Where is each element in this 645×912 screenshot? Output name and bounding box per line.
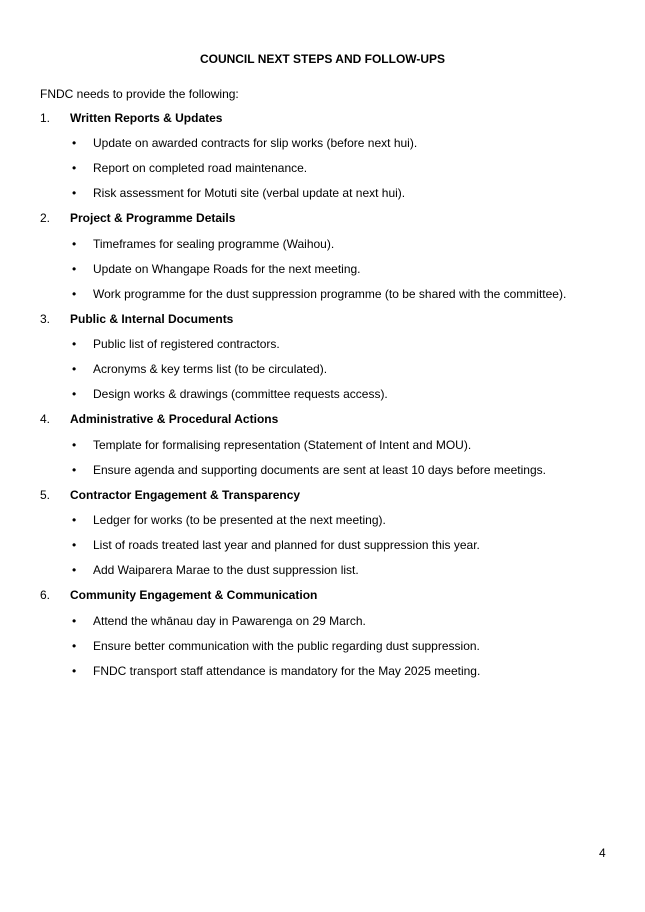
list-item: Add Waiparera Marae to the dust suppression list. [93,563,359,577]
bullet-icon: • [72,262,77,276]
section-number: 1. [40,111,51,125]
bullet-icon: • [72,362,77,376]
section-number: 4. [40,412,51,426]
bullet-icon: • [72,513,77,527]
bullet-icon: • [72,387,77,401]
list-item: Update on Whangape Roads for the next meeting. [93,262,361,276]
list-item: List of roads treated last year and planned for dust suppression this year. [93,538,480,552]
section-heading: Administrative & Procedural Actions [70,412,279,426]
bullet-icon: • [72,186,77,200]
list-item: Ensure agenda and supporting documents are sent at least 10 days before meetings. [93,463,546,477]
bullet-icon: • [72,664,77,678]
section-heading: Contractor Engagement & Transparency [70,488,301,502]
section-number: 2. [40,211,51,225]
list-item: Attend the whānau day in Pawarenga on 29 March. [93,614,366,628]
list-item: Ensure better communication with the public regarding dust suppression. [93,639,480,653]
bullet-icon: • [72,237,77,251]
section-heading: Community Engagement & Communication [70,588,318,602]
bullet-icon: • [72,614,77,628]
section-number: 6. [40,588,51,602]
list-item: Risk assessment for Motuti site (verbal update at next hui). [93,186,406,200]
page-number: 4 [599,846,606,860]
list-item: Template for formalising representation (Statement of Intent and MOU). [93,438,472,452]
list-item: FNDC transport staff attendance is mandatory for the May 2025 meeting. [93,664,481,678]
section-number: 5. [40,488,51,502]
bullet-icon: • [72,639,77,653]
page-title: COUNCIL NEXT STEPS AND FOLLOW-UPS [199,52,446,66]
list-item: Work programme for the dust suppression programme (to be shared with the committee). [93,287,567,301]
section-heading: Public & Internal Documents [70,312,234,326]
list-item: Public list of registered contractors. [93,337,280,351]
list-item: Design works & drawings (committee requests access). [93,387,388,401]
bullet-icon: • [72,136,77,150]
bullet-icon: • [72,463,77,477]
bullet-icon: • [72,161,77,175]
list-item: Update on awarded contracts for slip works (before next hui). [93,136,418,150]
list-item: Ledger for works (to be presented at the next meeting). [93,513,386,527]
bullet-icon: • [72,337,77,351]
list-item: Report on completed road maintenance. [93,161,308,175]
section-number: 3. [40,312,51,326]
bullet-icon: • [72,438,77,452]
section-heading: Project & Programme Details [70,211,236,225]
list-item: Acronyms & key terms list (to be circulated). [93,362,328,376]
section-heading: Written Reports & Updates [70,111,223,125]
intro-text: FNDC needs to provide the following: [40,87,239,101]
list-item: Timeframes for sealing programme (Waihou). [93,237,335,251]
bullet-icon: • [72,287,77,301]
bullet-icon: • [72,563,77,577]
bullet-icon: • [72,538,77,552]
